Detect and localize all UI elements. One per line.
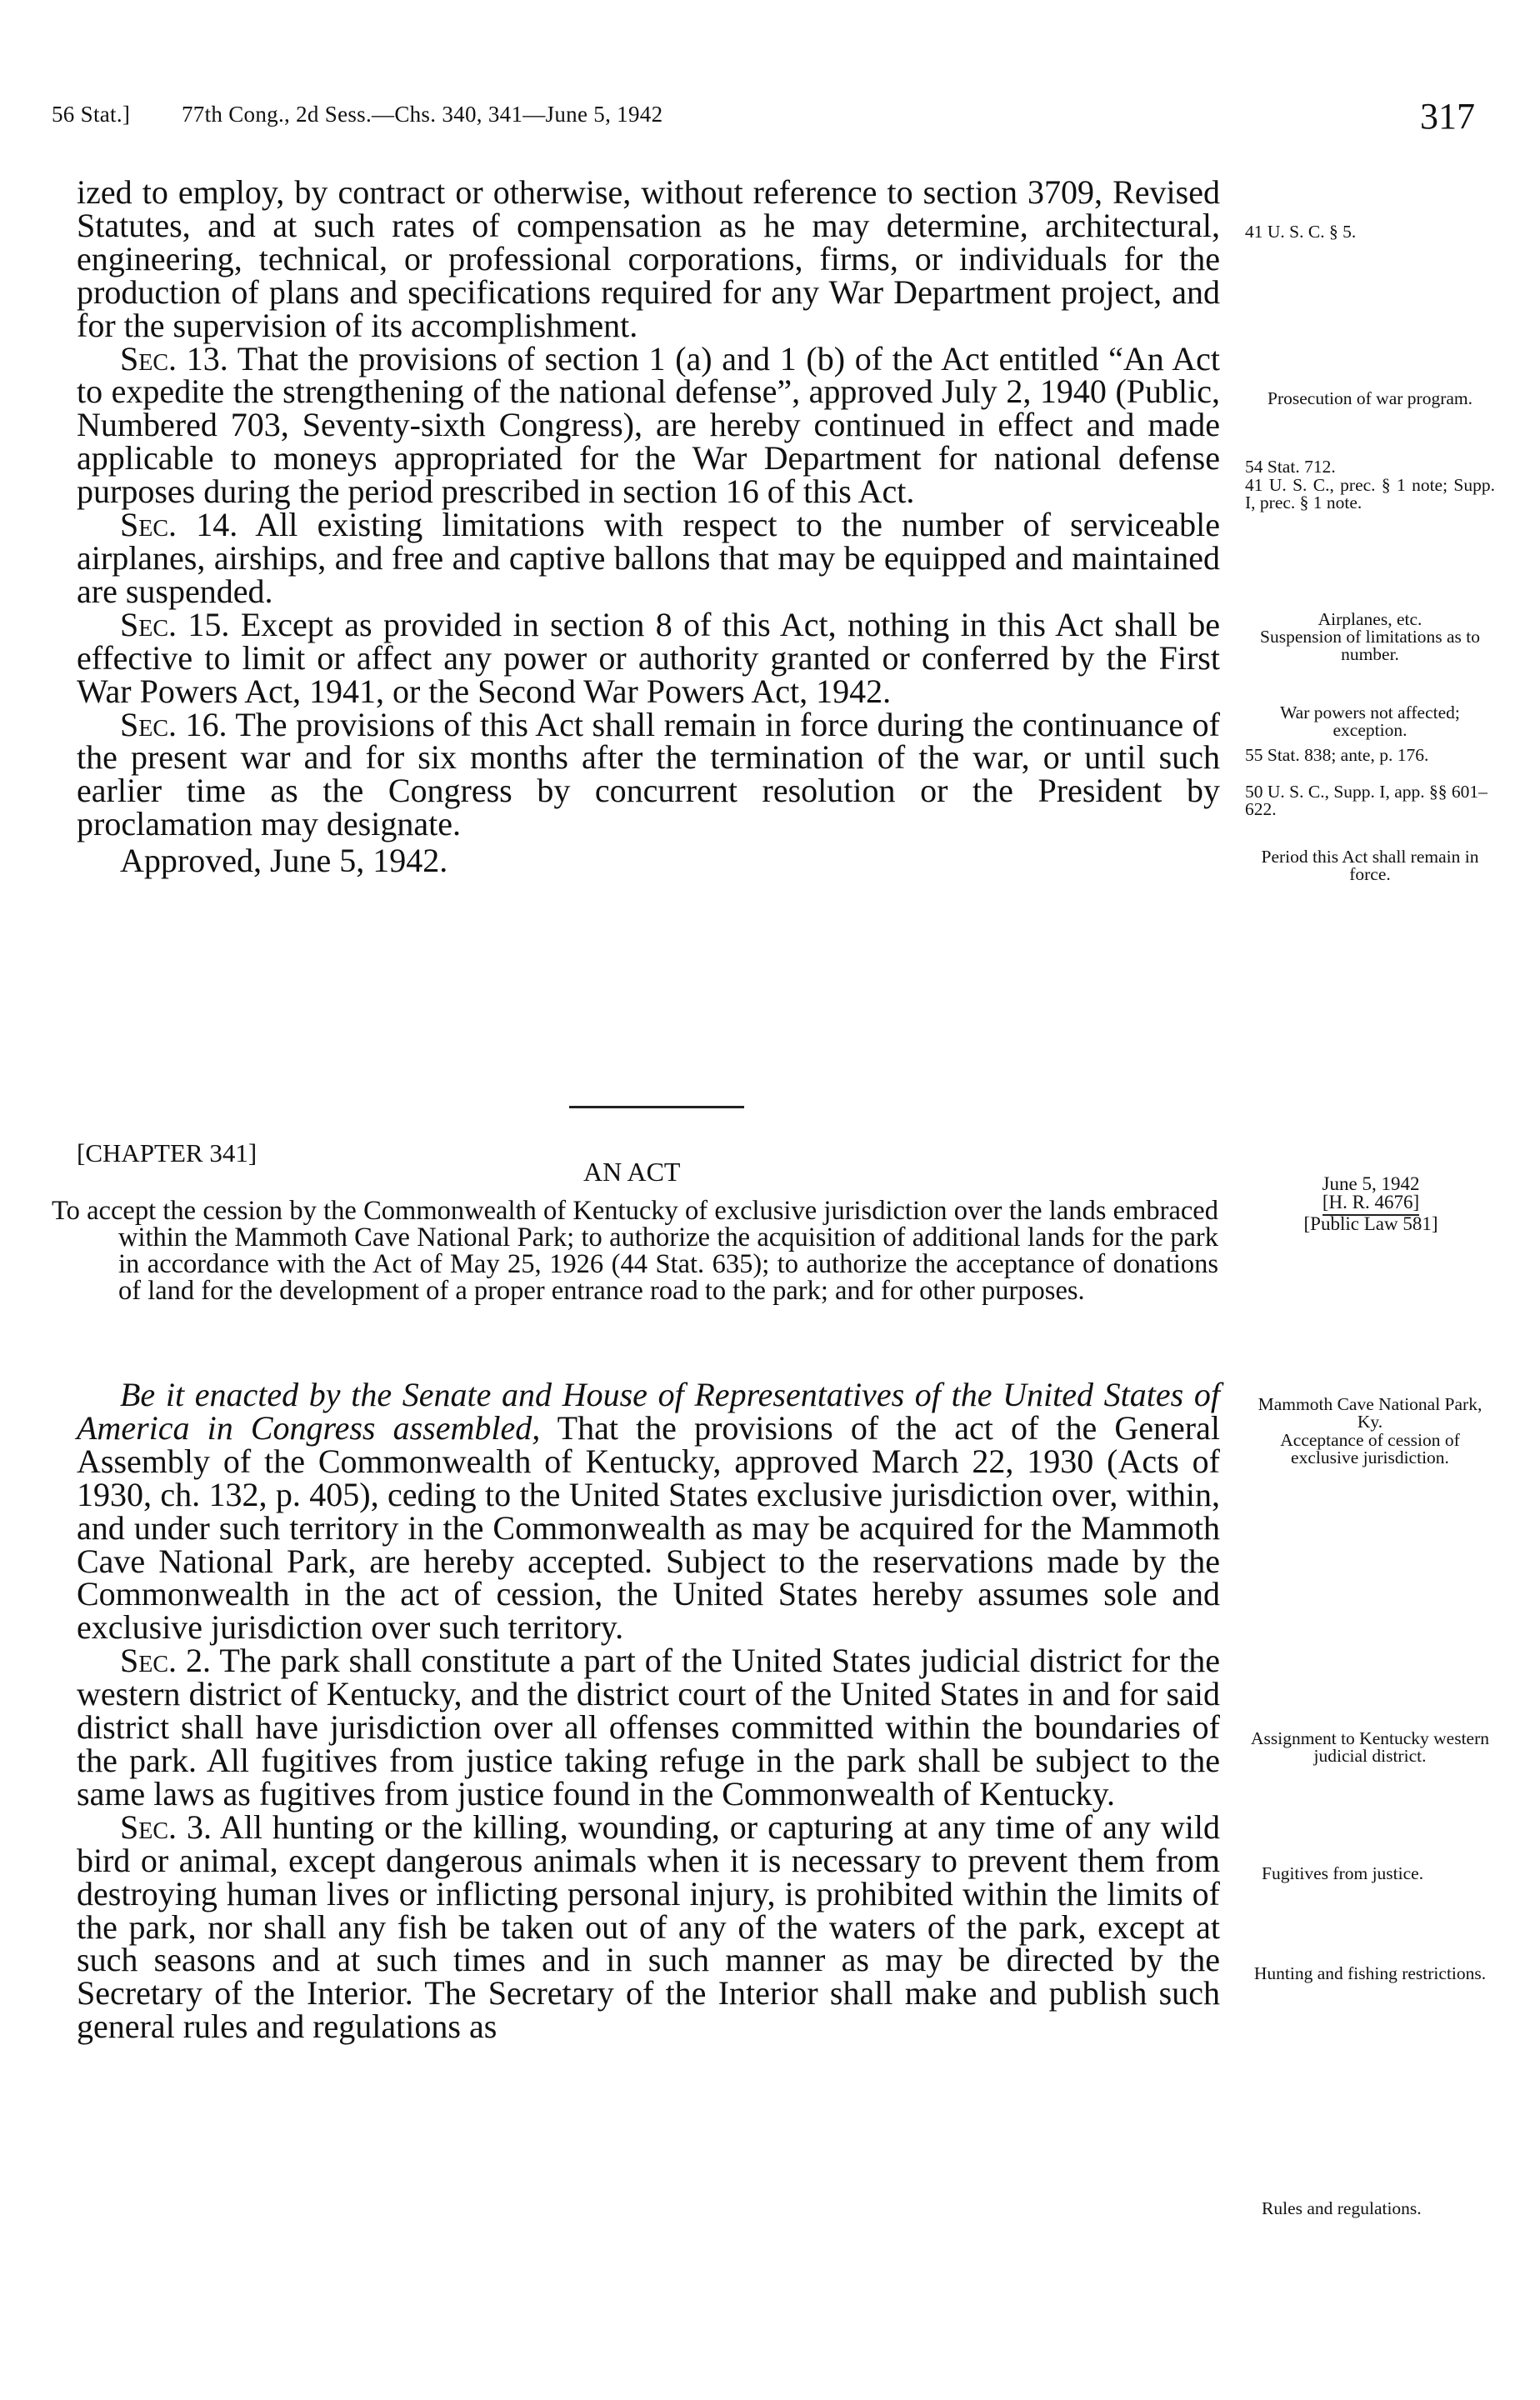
section-label: Sec. 15. [120, 605, 230, 643]
section-14 [77, 508, 1220, 608]
margin-note-period: Period this Act shall remain in force. [1261, 847, 1479, 884]
margin-note-rules: Rules and regulations. [1262, 2198, 1422, 2218]
act-title: AN ACT [583, 1157, 681, 1187]
section-label: Sec. 2. [120, 1642, 212, 1680]
chapter-340-text [77, 173, 1221, 880]
section-13 [77, 339, 1221, 511]
section-text: All hunting or the killing, wounding, or capturing at any time of any wild bird or animal, except dangerous animals when it is necessary to prevent them from destroying human lives or inflicting personal injury, is prohibited within the limits of the park, nor shall any fish be taken out of any of the waters of the park, except at such seasons and at such times and in such manner as may be directed by the Secretary of the Interior. The Secretary of the Interior shall make and publish such general rules and regulations as [77, 1808, 1221, 2046]
margin-note-acceptance: Acceptance of cession of exclusive jurisdiction. [1280, 1430, 1460, 1468]
enacting-formula: Be it enacted by the Senate and House of Representatives of the United States of America in Congress assembled, [77, 1376, 1220, 1447]
running-head-stat: 56 Stat.] [52, 102, 131, 127]
chapter-divider [569, 1106, 744, 1108]
act-date: June 5, 1942 [1322, 1173, 1420, 1194]
chapter-341-text [77, 1376, 1221, 2046]
margin-note-stat838: 55 Stat. 838; ante, p. 176. [1245, 745, 1429, 765]
section-3 [77, 1808, 1221, 2046]
section-label: Sec. 14. [120, 506, 238, 544]
section-text: That the provisions of section 1 (a) and 1 (b) of the Act entitled “An Act to expedite the strengthening of the national defense”, approved July 2, 1940 (Public, Numbered 703, Seventy-sixth Congress), are hereby continued in effect and made applicable to moneys appropriated for the War Department for national defense purposes during the period prescribed in section 16 of this Act. [77, 339, 1221, 511]
act-purpose [52, 1198, 1218, 1304]
paragraph-continuation: ized to employ, by contract or otherwise, without reference to section 3709, Revised Statutes, and at such rates of compensation as he may determine, architectural, engineering, technical, or professional corporations, firms, or individuals for the production of plans and specifications required for any War Department project, and for the supervision of its accomplishment. [77, 173, 1220, 344]
page-number: 317 [1420, 96, 1475, 137]
enacting-text: That the provisions of the act of the General Assembly of the Commonwealth of Kentucky, approved March 22, 1930 (Acts of 1930, ch. 132, p. 405), ceding to the United States exclusive jurisdiction over, within, and under such territory in the Commonwealth as may be acquired for the Mammoth Cave National Park, are hereby accepted. Subject to the reservations made by the Commonwealth in the act of cession, the United States hereby assumes sole and exclusive jurisdiction over such territory. [77, 1408, 1220, 1647]
chapter-label: [CHAPTER 341] [77, 1138, 258, 1168]
margin-note-war-powers: War powers not affected; exception. [1280, 702, 1460, 740]
enacting-clause [77, 1376, 1220, 1647]
section-label: Sec. 16. [120, 705, 228, 743]
margin-note-stat712: 54 Stat. 712. [1245, 457, 1336, 477]
margin-note-suspension: Suspension of limitations as to number. [1260, 627, 1480, 664]
margin-note-prosecution: Prosecution of war program. [1268, 388, 1472, 408]
section-2 [77, 1644, 1220, 1811]
bill-number: [H. R. 4676] [1322, 1192, 1419, 1216]
margin-note-hunting: Hunting and fishing restrictions. [1253, 1963, 1487, 1983]
section-label: Sec. 13. [120, 339, 228, 378]
margin-note-fugitives: Fugitives from justice. [1262, 1863, 1424, 1883]
section-text: Except as provided in section 8 of this Act, nothing in this Act shall be effective to limit or affect any power or authority granted or conferred by the First War Powers Act, 1941, or the Second War Powers Act, 1942. [77, 605, 1220, 710]
margin-note-airplanes: Airplanes, etc. [1318, 609, 1422, 629]
section-16 [77, 705, 1220, 843]
approved-line: Approved, June 5, 1942. [120, 842, 448, 880]
section-text: The provisions of this Act shall remain in force during the continuance of the present war and for six months after the termination of the war, or until such earlier time as the Congress by concurrent resolution or the President by proclamation may designate. [77, 705, 1220, 843]
margin-note-assignment: Assignment to Kentucky western judicial district. [1250, 1728, 1490, 1766]
section-text: All existing limitations with respect to the number of serviceable airplanes, airships, and free and captive ballons that may be equipped and maintained are suspended. [77, 506, 1221, 610]
margin-note-usc41: 41 U. S. C., prec. § 1 note; Supp. I, prec. § 1 note. [1245, 475, 1495, 512]
public-law: [Public Law 581] [1303, 1213, 1438, 1234]
margin-note-mammoth-cave: Mammoth Cave National Park, Ky. [1258, 1394, 1482, 1432]
running-head-congress: 77th Cong., 2d Sess.—Chs. 340, 341—June 5, 1942 [182, 102, 663, 127]
margin-note-usc5: 41 U. S. C. § 5. [1245, 222, 1357, 242]
act-info [1250, 1175, 1492, 1233]
margin-note-usc50: 50 U. S. C., Supp. I, app. §§ 601–622. [1245, 782, 1488, 819]
act-purpose-text: To accept the cession by the Commonwealth of Kentucky of exclusive jurisdiction over the lands embraced within the Mammoth Cave National Park; to authorize the acquisition of additional lands for the park in accordance with the Act of May 25, 1926 (44 Stat. 635); to authorize the acceptance of donations of land for the development of a proper entrance road to the park; and for other purposes. [52, 1196, 1218, 1306]
section-label: Sec. 3. [120, 1808, 212, 1846]
section-15 [77, 605, 1220, 710]
section-text: The park shall constitute a part of the United States judicial district for the western district of Kentucky, and the district court of the United States in and for said district shall have jurisdiction over all offenses committed within the boundaries of the park. All fugitives from justice taking refuge in the park shall be subject to the same laws as fugitives from justice found in the Commonwealth of Kentucky. [77, 1642, 1220, 1812]
